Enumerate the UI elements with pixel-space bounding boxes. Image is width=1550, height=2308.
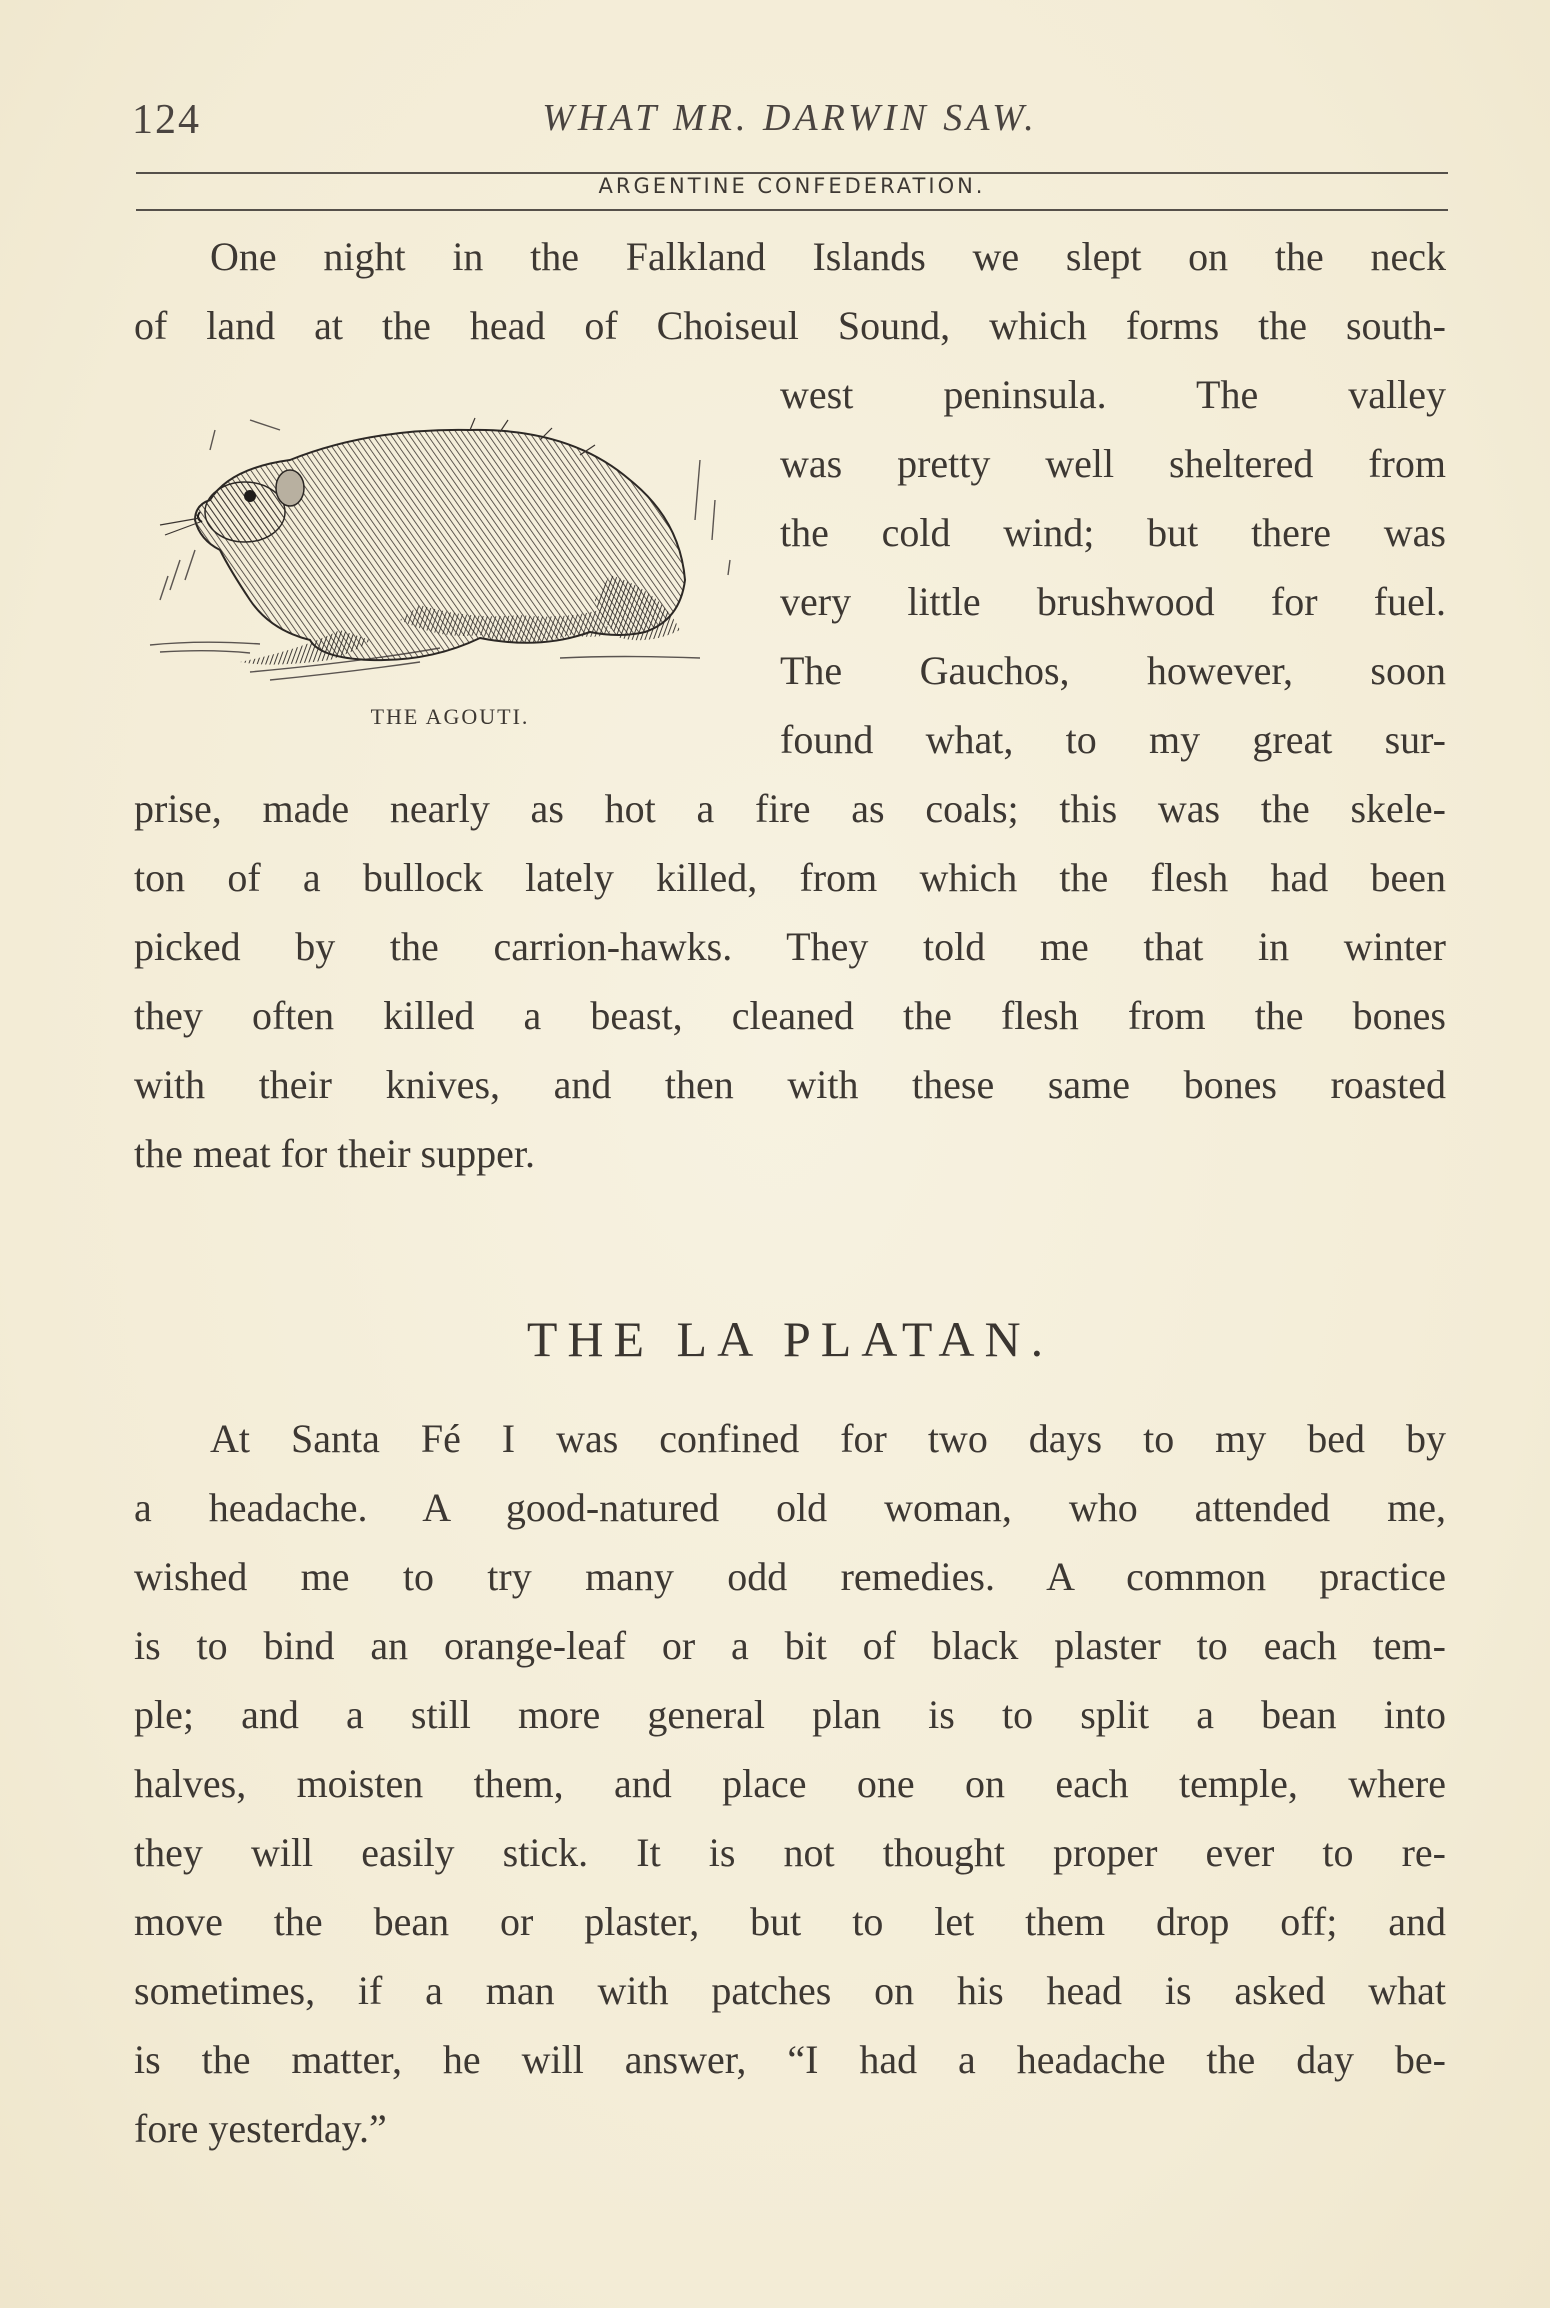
text-line: west peninsula. The valley <box>780 372 1446 417</box>
section-subhead: ARGENTINE CONFEDERATION. <box>598 174 986 198</box>
section-heading: THE LA PLATAN. <box>526 1311 1054 1367</box>
text-line: the cold wind; but there was <box>780 510 1446 555</box>
text-line: ton of a bullock lately killed, from which the flesh had been <box>134 855 1446 900</box>
text-line: One night in the Falkland Islands we slept on the neck <box>210 234 1446 279</box>
header-rule-bottom <box>136 209 1448 211</box>
text-line: the meat for their supper. <box>134 1131 535 1176</box>
page-number: 124 <box>132 97 201 143</box>
paragraph-2 <box>134 1404 1446 2163</box>
text-line: The Gauchos, however, soon <box>780 648 1446 693</box>
text-line: is the matter, he will answer, “I had a headache the day be- <box>134 2037 1446 2082</box>
text-line: was pretty well sheltered from <box>780 441 1446 486</box>
text-line: they will easily stick. It is not thought proper ever to re- <box>134 1830 1446 1875</box>
text-line: sometimes, if a man with patches on his head is asked what <box>134 1968 1446 2013</box>
text-line: with their knives, and then with these same bones roasted <box>134 1062 1446 1107</box>
text-line: of land at the head of Choiseul Sound, which forms the south- <box>134 303 1446 348</box>
text-line: is to bind an orange-leaf or a bit of black plaster to each tem- <box>134 1623 1446 1668</box>
figure-caption: THE AGOUTI. <box>370 704 530 729</box>
text-line: very little brushwood for fuel. <box>780 579 1446 624</box>
text-line: they often killed a beast, cleaned the flesh from the bones <box>134 993 1446 1038</box>
paragraph-1-bottom <box>134 774 1446 1188</box>
text-line: a headache. A good-natured old woman, who attended me, <box>134 1485 1446 1530</box>
text-line: prise, made nearly as hot a fire as coals; this was the skele- <box>134 786 1446 831</box>
text-line: ple; and a still more general plan is to split a bean into <box>134 1692 1446 1737</box>
text-line: halves, moisten them, and place one on each temple, where <box>134 1761 1446 1806</box>
paragraph-1-wrap <box>780 360 1446 774</box>
text-line: move the bean or plaster, but to let them drop off; and <box>134 1899 1446 1944</box>
text-line: fore yesterday.” <box>134 2106 387 2151</box>
text-line: found what, to my great sur- <box>780 717 1446 762</box>
text-line: picked by the carrion-hawks. They told me that in winter <box>134 924 1446 969</box>
paragraph-1-top <box>134 222 1446 360</box>
text-line: At Santa Fé I was confined for two days to my bed by <box>210 1416 1446 1461</box>
agouti-illustration <box>140 400 760 710</box>
text-line: wished me to try many odd remedies. A common practice <box>134 1554 1446 1599</box>
running-head <box>132 96 1448 148</box>
running-title: WHAT MR. DARWIN SAW. <box>542 97 1038 139</box>
